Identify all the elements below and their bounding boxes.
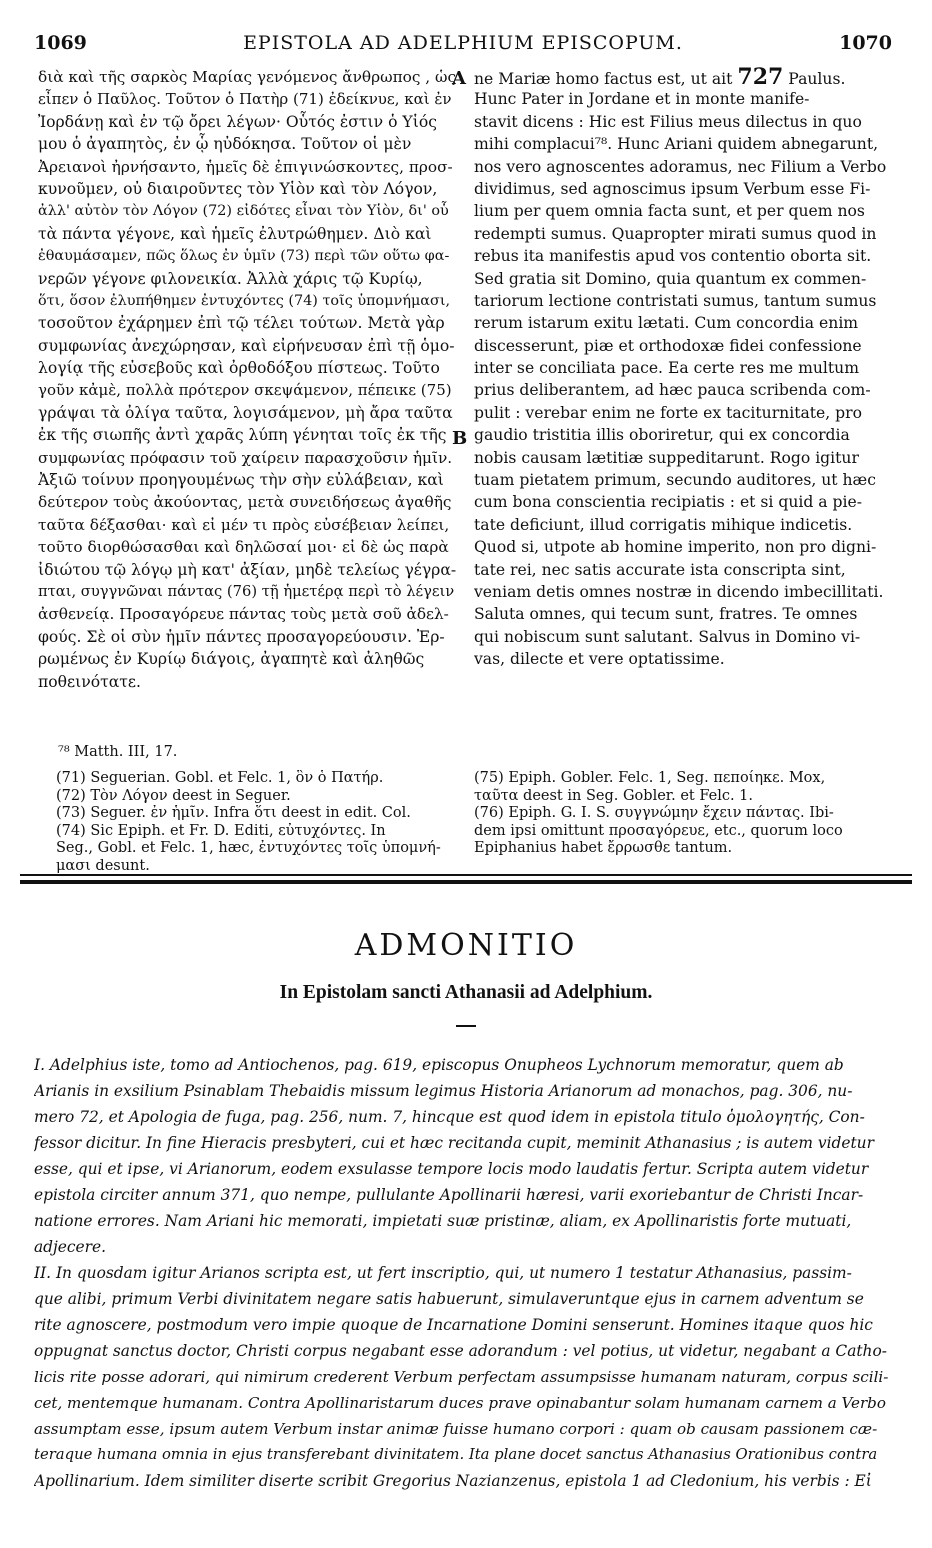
admonitio-line: II. In quosdam igitur Arianos scripta est, ut fert inscriptio, qui, ut numero 1 testatur Athanasius, passim- [34,1264,852,1282]
footnote-line: ταῦτα deest in Seg. Gobler. et Felc. 1. [474,787,754,804]
latin-line-text: ne Mariæ homo factus est, ut ait [474,70,733,88]
ornament-dash [456,1025,476,1027]
admonitio-body [34,1052,890,1494]
greek-line: πται, συγγνῶναι πάντας (76) τῇ ἡμετέρᾳ περὶ τὸ λέγειν [38,582,455,600]
running-header [34,32,892,58]
greek-line: συμφωνίας πρόφασιν τοῦ χαίρειν παρασχοῦσιν ἡμῖν. [38,448,453,467]
greek-line: ἐκ τῆς σιωπῆς ἀντὶ χαρᾶς λύπη γένηται τοῖς ἐκ τῆς [38,426,447,445]
greek-line: Ἰορδάνῃ καὶ ἐν τῷ ὄρει λέγων· Οὗτός ἐστιν ὁ Υἱός [38,112,437,131]
greek-line: ἀσθενείᾳ. Προσαγόρευε πάντας τοὺς μετὰ σοῦ ἀδελ- [38,605,449,624]
latin-line: mihi complacui⁷⁸. Hunc Ariani quidem abnegarunt, [474,135,879,154]
greek-line: τοσοῦτον ἐχάρημεν ἐπὶ τῷ τέλει τούτων. Μετὰ γὰρ [38,314,445,333]
admonitio-title: ADMONITIO [354,928,578,963]
latin-line: prius deliberantem, ad hæc pauca scribenda com- [474,381,871,400]
latin-line-tail: Paulus. [788,70,846,88]
greek-line: Ἀρειανοὶ ἠρνήσαντο, ἡμεῖς δὲ ἐπιγινώσκοντες, προσ- [38,157,453,176]
section-divider [20,874,912,876]
admonitio-line: epistola circiter annum 371, quo nempe, pullulante Apollinarii hæresi, varii exoriebantur de Christi Incar- [34,1186,864,1204]
greek-line: φούς. Σὲ οἱ σὺν ἡμῖν πάντες προσαγορεύουσιν. Ἐρ- [38,627,445,646]
latin-line: inter se conciliata pace. Ea certe res me multum [474,359,859,378]
latin-line: veniam detis omnes nostræ in dicendo imbecillitati. [474,582,884,601]
greek-line: Ἀξιῶ τοίνυν προηγουμένως τὴν σὴν εὐλάβειαν, καὶ [38,471,444,490]
page-number-left: 1069 [34,32,87,54]
greek-line: τὰ πάντα γέγονε, καὶ ἡμεῖς ἐλυτρώθημεν. Διὸ καὶ [38,224,432,243]
admonitio-subtitle: In Epistolam sancti Athanasii ad Adelphium. [279,982,653,1003]
footnote-line: (73) Seguer. ἐν ἡμῖν. Infra ὅτι deest in edit. Col. [56,805,411,821]
latin-line: tate rei, nec satis accurate ista conscripta sint, [474,560,846,579]
latin-line: Sed gratia sit Domino, quia quantum ex commen- [474,269,867,288]
greek-line: ἰδιώτου τῷ λόγῳ μὴ κατ' ἀξίαν, μηδὲ τελείως γέγρα- [38,560,456,579]
greek-line: νερῶν γέγονε φιλονεικία. Ἀλλὰ χάρις τῷ Κυρίῳ, [38,269,423,288]
latin-line: discesserunt, piæ et orthodoxæ fidei confessione [474,336,862,355]
greek-line: λογίᾳ τῆς εὐσεβοῦς καὶ ὀρθοδόξου πίστεως. Τοῦτο [38,359,440,378]
admonitio-line: que alibi, primum Verbi divinitatem negare satis habuerunt, simulaveruntque ejus in carnem adventum se [34,1290,864,1308]
admonitio-line: adjecere. [34,1238,106,1256]
greek-line: συμφωνίας ἀνεχώρησαν, καὶ εἰρήνευσαν ἐπὶ τῇ ὁμο- [38,336,455,355]
latin-line: tate deficiunt, illud corrigatis mihique indicetis. [474,515,853,534]
admonitio-line: Arianis in exsilium Psinablam Thebaidis missum legimus Historia Arianorum ad monachos, pag. 306, nu- [34,1082,853,1100]
latin-line: tariorum lectione contristati sumus, tantum sumus [474,291,877,310]
greek-line: μου ὁ ἀγαπητὸς, ἐν ᾧ ηὐδόκησα. Τοῦτον οἱ μὲν [38,135,412,154]
footnote-line: (72) Τὸν Λόγον deest in Seguer. [56,787,291,804]
latin-line [474,66,892,88]
admonitio-line: natione errores. Nam Ariani hic memorati, impietati suæ pristinæ, aliam, ex Apollinaristis forte mutuati, [34,1212,852,1230]
admonitio-line: licis rite posse adorari, qui nimirum crederent Verbum perfectam assumpsisse humanam naturam, corpus scili- [34,1368,889,1386]
column-marker-b: B [452,428,468,449]
latin-line: redempti sumus. Quapropter mirati sumus quod in [474,224,877,243]
admonitio-line: I. Adelphius iste, tomo ad Antiochenos, pag. 619, episcopus Onupheos Lychnorum memoratur, quem ab [34,1056,844,1074]
bible-reference-note: ⁷⁸ Matth. III, 17. [58,744,178,760]
greek-text-column [38,66,456,693]
latin-line: nobis causam lætitiæ suppeditarunt. Rogo igitur [474,448,859,467]
latin-line: vas, dilecte et vere optatissime. [474,650,725,669]
footnote-line: μασι desunt. [56,857,150,874]
admonitio-line: fessor dicitur. In fine Hieracis presbyteri, cui et hæc recitanda cupit, meminit Athanasius ; is autem videtur [34,1134,874,1152]
admonitio-line: rite agnoscere, postmodum vero impie quoque de Incarnatione Domini senserunt. Homines itaque quos hic [34,1316,873,1334]
latin-line: stavit dicens : Hic est Filius meus dilectus in quo [474,112,862,131]
admonitio-line: oppugnat sanctus doctor, Christi corpus negabant esse adorandum : vel potius, ut videtur, negabant a Catho- [34,1342,887,1360]
latin-line: lium per quem omnia facta sunt, et per quem nos [474,202,865,221]
greek-line: εἶπεν ὁ Παῦλος. Τοῦτον ὁ Πατὴρ (71) ἐδείκνυε, καὶ ἐν [38,90,452,109]
page-reference: 727 [737,66,784,89]
latin-line: qui nobiscum sunt salutant. Salvus in Domino vi- [474,627,861,646]
footnote-line: (75) Epiph. Gobler. Felc. 1, Seg. πεποίηκε. Mox, [474,770,826,786]
latin-line: Saluta omnes, qui tecum sunt, fratres. Te omnes [474,605,858,624]
footnote-line: dem ipsi omittunt προσαγόρευε, etc., quorum loco [474,822,843,839]
footnotes-left [56,770,456,875]
greek-line: διὰ καὶ τῆς σαρκὸς Μαρίας γενόμενος ἄνθρωπος , ὡς [38,68,456,86]
page-number-right: 1070 [839,32,892,54]
column-marker-a: A [452,68,466,89]
latin-text-column [474,66,892,671]
greek-line: ρωμένως ἐν Κυρίῳ διάγοις, ἀγαπητὲ καὶ ἀληθῶς [38,650,425,669]
footnote-line: (76) Epiph. G. I. S. συγγνώμην ἔχειν πάντας. Ibi- [474,805,834,821]
admonitio-line: esse, qui et ipse, vi Arianorum, eodem exsulasse tempore locis modo laudatis fertur. Scripta autem videtur [34,1160,869,1178]
latin-line: tuam pietatem primum, secundo auditores, ut hæc [474,471,876,490]
footnote-line: Epiphanius habet ἔρρωσθε tantum. [474,840,733,856]
section-divider-thick [20,880,912,884]
greek-line: γράψαι τὰ ὀλίγα ταῦτα, λογισάμενον, μὴ ἄρα ταῦτα [38,403,453,422]
greek-line: γοῦν κἀμὲ, πολλὰ πρότερον σκεψάμενον, πέπεικε (75) [38,381,452,400]
greek-line: ὅτι, ὅσον ἐλυπήθημεν ἐντυχόντες (74) τοῖς ὑπομνήμασι, [38,292,451,309]
latin-line: rerum istarum exitu lætati. Cum concordia enim [474,314,859,333]
latin-line: nos vero agnoscentes adoramus, nec Filium a Verbo [474,157,887,176]
admonitio-line: assumptam esse, ipsum autem Verbum instar animæ fuisse humano corpori : quam ob causam passionem cæ- [34,1420,878,1438]
latin-line: cum bona conscientia recipiatis : et si quid a pie- [474,493,863,512]
admonitio-line: cet, mentemque humanam. Contra Apollinaristarum duces prave opinabantur solam humanam carnem a Verbo [34,1394,886,1412]
admonitio-line: mero 72, et Apologia de fuga, pag. 256, num. 7, hincque est quod idem in epistola titulo ὁμολογητής, Con- [34,1108,865,1126]
latin-line: Hunc Pater in Jordane et in monte manife- [474,90,810,109]
latin-line: gaudio tristitia illis oboriretur, qui ex concordia [474,426,850,445]
footnote-line: (71) Seguerian. Gobl. et Felc. 1, ὃν ὁ Πατήρ. [56,770,384,786]
admonitio-line: teraque humana omnia in ejus transferebant divinitatem. Ita plane docet sanctus Athanasius Orationibus contra [34,1446,878,1463]
latin-line: dividimus, sed agnoscimus ipsum Verbum esse Fi- [474,179,871,198]
header-title: EPISTOLA AD ADELPHIUM EPISCOPUM. [243,32,683,54]
greek-line: ποθεινότατε. [38,672,141,691]
greek-line: ἐθαυμάσαμεν, πῶς ὅλως ἐν ὑμῖν (73) περὶ τῶν οὕτω φα- [38,248,450,265]
latin-line: rebus ita manifestis apud vos contentio oborta sit. [474,247,872,266]
greek-line: ἀλλ' αὐτὸν τὸν Λόγον (72) εἰδότες εἶναι τὸν Υἱὸν, δι' οὗ [38,203,449,220]
latin-line: Quod si, utpote ab homine imperito, non pro digni- [474,538,877,557]
footnote-line: Seg., Gobl. et Felc. 1, hæc, ἐντυχόντες τοῖς ὑπομνή- [56,840,441,856]
footnote-line: (74) Sic Epiph. et Fr. D. Editi, εὐτυχόντες. In [56,822,386,839]
greek-line: τοῦτο διορθώσασθαι καὶ δηλῶσαί μοι· εἰ δὲ ὡς παρὰ [38,538,449,557]
footnotes-right [474,770,894,858]
admonitio-line: Apollinarium. Idem similiter diserte scribit Gregorius Nazianzenus, epistola 1 ad Cledonium, his verbis : Εἰ [34,1472,872,1490]
greek-line: κυνοῦμεν, οὐ διαιροῦντες τὸν Υἱὸν καὶ τὸν Λόγον, [38,179,438,198]
greek-line: δεύτερον τοὺς ἀκούοντας, μετὰ συνειδήσεως ἀγαθῆς [38,493,452,512]
greek-line: ταῦτα δέξασθαι· καὶ εἰ μέν τι πρὸς εὐσέβειαν λείπει, [38,515,450,534]
latin-line: pulit : verebar enim ne forte ex taciturnitate, pro [474,403,862,422]
